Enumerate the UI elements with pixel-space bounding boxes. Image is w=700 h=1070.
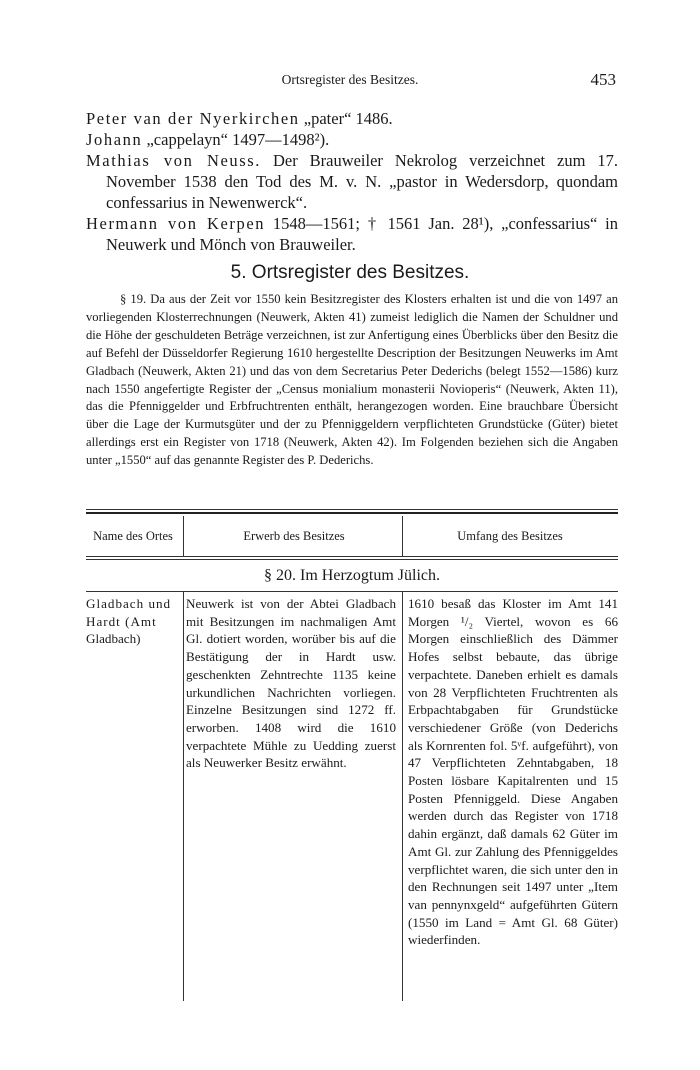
column-header-acquisition: Erwerb des Besitzes [243, 529, 345, 543]
column-header-extent: Umfang des Besitzes [457, 529, 563, 543]
entry-text: „pater“ 1486. [299, 109, 393, 128]
person-name: Peter van der Nyerkirchen [86, 109, 300, 128]
name-entry [86, 150, 618, 213]
section-title: 5. Ortsregister des Besitzes. [230, 262, 470, 283]
table-top-rule [86, 509, 618, 510]
acquisition-cell: Neuwerk ist von der Abtei Gladbach mit Besitzungen im nachmaligen Amt Gl. dotiert worden, worüber bis auf die Bestätigung der in Hardt usw. geschenkten Zehntrechte 1135 keine urkundlichen Nachrichten vorliegen. Einzelne Besitzungen sind 1272 ff. erworben. 1408 wird die 1610 verpachtete Mühle zu Uedding zuerst als Neuwerker Besitz erwähnt. [186, 596, 396, 771]
property-table [86, 509, 618, 1005]
name-entry [86, 129, 618, 150]
name-entry [86, 108, 618, 129]
name-list [86, 108, 618, 255]
person-name: Mathias von Neuss. [86, 151, 262, 170]
column-divider [402, 516, 403, 556]
page-number: 453 [590, 70, 616, 89]
column-header-place: Name des Ortes [93, 529, 173, 543]
person-name: Hermann von Kerpen [86, 214, 266, 233]
person-name: Johann [86, 130, 143, 149]
place-cell [86, 595, 180, 648]
header-bottom-rule [86, 556, 618, 557]
entry-text: 1548—1561; † 1561 Jan. 28¹), „confessarius“ in Neuwerk und Mönch von Brauweiler. [106, 214, 619, 254]
page-header [0, 70, 700, 94]
name-entry [86, 213, 618, 255]
entry-text: Der Brauweiler Nekrolog verzeichnet zum 17. November 1538 den Tod des M. v. N. „pastor in Wedersdorp, quondam confessarius in Newenwerck“. [106, 151, 619, 212]
territory-subheading: § 20. Im Herzogtum Jülich. [264, 567, 440, 584]
table-top-rule-thick [86, 512, 618, 514]
column-divider [402, 591, 403, 1001]
place-line: Gladbach) [86, 631, 141, 647]
entry-text: „cappelayn“ 1497—1498²). [142, 130, 330, 149]
column-divider [183, 591, 184, 1001]
extent-cell: 1610 besaß das Kloster im Amt 141 Morgen ¹/₂ Viertel, wovon es 66 Morgen einschließlich des Dämmer Hofes selbst bebaute, das übrige verpachtete. Daneben erhielt es damals von 28 Verpflichteten Fruchtrenten als Erbpachtabgaben für Grundstücke verschiedener Größe (von Dederichs als Kornrenten fol. 5ᵛf. aufgeführt), von 47 Verpflichteten Zehntabgaben, 18 Posten lösbare Kapitalrenten und 15 Posten Pfenniggeld. Diese Angaben werden durch das Register von 1718 dahin ergänzt, daß damals 62 Güter im Amt Gl. zur Zahlung des Pfenniggeldes verpflichtet waren, die sich unter den in den Rechnungen seit 1497 unter „Item van pennynxgeld“ aufgeführten Gütern (1550 im Land = Amt Gl. 68 Güter) wiederfinden. [408, 596, 618, 948]
place-line: Hardt (Amt [86, 613, 157, 629]
subheading-rule [86, 591, 618, 592]
running-title: Ortsregister des Besitzes. [281, 72, 419, 87]
header-bottom-rule-2 [86, 559, 618, 560]
place-line: Gladbach und [86, 596, 172, 611]
column-divider [183, 516, 184, 556]
section-intro: § 19. Da aus der Zeit vor 1550 kein Besitzregister des Klosters erhalten ist und die von 1497 an vorliegenden Klosterrechnungen (Neuwerk, Akten 41) zumeist lediglich die Namen der Schuldner und die Höhe der geschuldeten Beträge verzeichnen, ist zur Anfertigung eines Überblicks über den Besitz die auf Befehl der Düsseldorfer Regierung 1610 hergestellte Description der Besitzungen Neuwerks im Amt Gladbach (Neuwerk, Akten 21) und das von dem Secretarius Peter Dederichs (belegt 1552—1586) kurz nach 1550 angefertigte Register der „Census monialium monasterii Novioperis“ (Neuwerk, Akten 11), das die Pfenniggelder und Erbfruchtrenten enthält, herangezogen worden. Eine brauchbare Übersicht über die Lage der Kurmutsgüter und der zu Pfenniggeldern verpflichteten Grundstücke (Güter) bietet allerdings erst ein Register von 1718 (Neuwerk, Akten 42). Im Folgenden beziehen sich die Angaben unter „1550“ auf das genannte Register des P. Dederichs. [86, 292, 618, 468]
